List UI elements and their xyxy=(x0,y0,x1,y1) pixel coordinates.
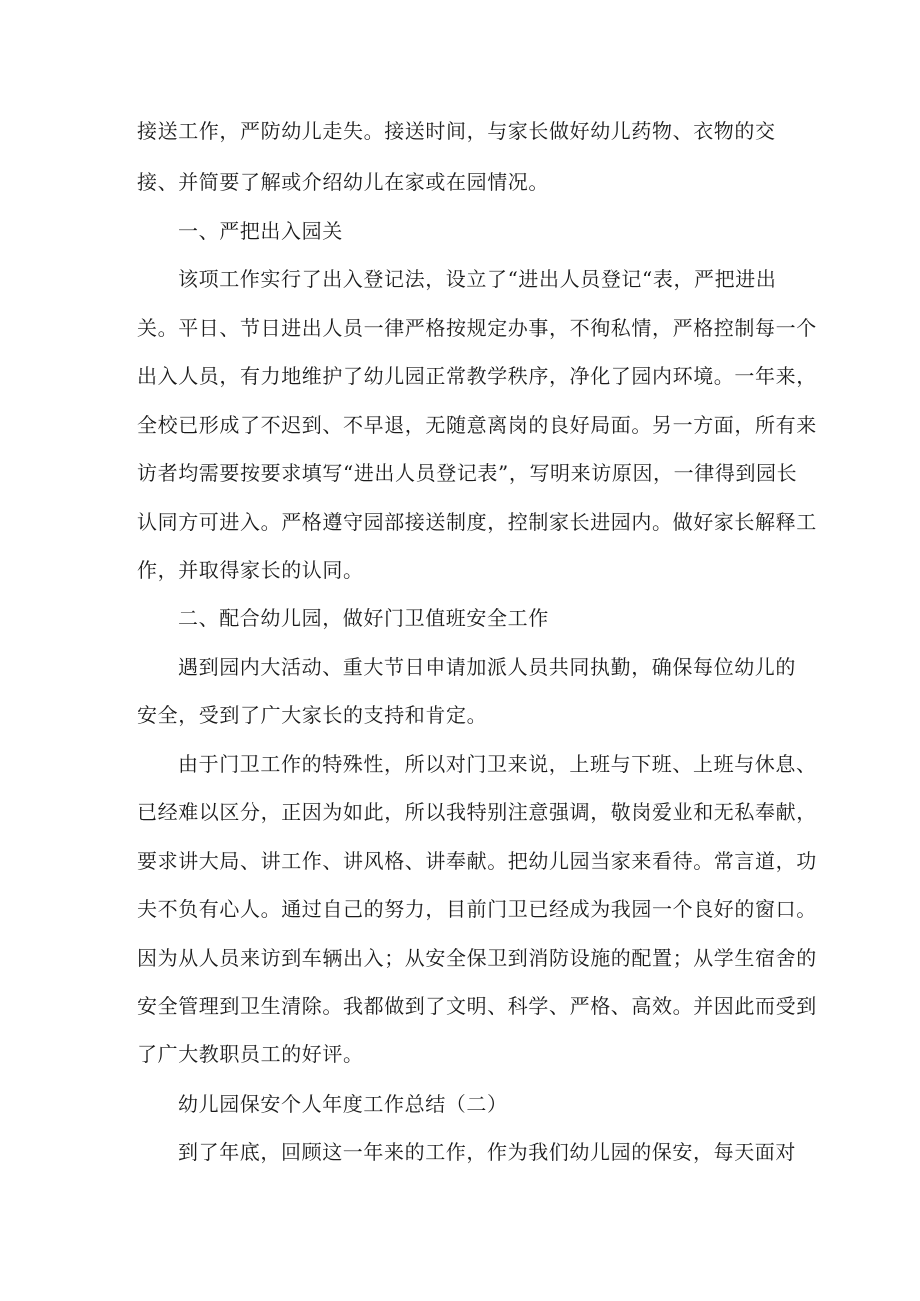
text-line: 夫不负有心人。通过自己的努力，目前门卫已经成为我园一个良好的窗口。 xyxy=(137,897,817,921)
text-line: 由于门卫工作的特殊性，所以对门卫来说，上班与下班、上班与休息、 xyxy=(178,752,817,776)
text-line: 关。平日、节日进出人员一律严格按规定办事，不徇私情，严格控制每一个 xyxy=(137,316,817,340)
text-line: 接、并简要了解或介绍幼儿在家或在园情况。 xyxy=(137,170,549,194)
text-line: 遇到园内大活动、重大节日申请加派人员共同执勤，确保每位幼儿的 xyxy=(178,655,796,679)
text-line: 到了年底，回顾这一年来的工作，作为我们幼儿园的保安，每天面对 xyxy=(178,1140,796,1164)
text-line: 全校已形成了不迟到、不早退，无随意离岗的良好局面。另一方面，所有来 xyxy=(137,413,817,437)
text-line: 出入人员，有力地维护了幼儿园正常教学秩序，净化了园内环境。一年来， xyxy=(137,364,817,388)
text-line: 该项工作实行了出入登记法，设立了“进出人员登记“表，严把进出 xyxy=(178,267,777,291)
text-line: 已经难以区分，正因为如此，所以我特别注意强调，敬岗爱业和无私奉献， xyxy=(137,800,817,824)
text-line: 接送工作，严防幼儿走失。接送时间，与家长做好幼儿药物、衣物的交 xyxy=(137,119,776,143)
section-heading: 二、配合幼儿园，做好门卫值班安全工作 xyxy=(178,606,549,630)
text-line: 作，并取得家长的认同。 xyxy=(137,558,364,582)
text-line: 要求讲大局、讲工作、讲风格、讲奉献。把幼儿园当家来看待。常言道，功 xyxy=(137,849,817,873)
text-line: 安全管理到卫生清除。我都做到了文明、科学、严格、高效。并因此而受到 xyxy=(137,994,817,1018)
text-line: 因为从人员来访到车辆出入；从安全保卫到消防设施的配置；从学生宿舍的 xyxy=(137,946,817,970)
text-line: 访者均需要按要求填写“进出人员登记表”，写明来访原因，一律得到园长 xyxy=(137,461,798,485)
section-heading: 幼儿园保安个人年度工作总结（二） xyxy=(178,1092,508,1116)
text-line: 认同方可进入。严格遵守园部接送制度，控制家长进园内。做好家长解释工 xyxy=(137,510,817,534)
section-heading: 一、严把出入园关 xyxy=(178,219,343,243)
text-line: 了广大教职员工的好评。 xyxy=(137,1042,364,1066)
text-line: 安全，受到了广大家长的支持和肯定。 xyxy=(137,703,488,727)
